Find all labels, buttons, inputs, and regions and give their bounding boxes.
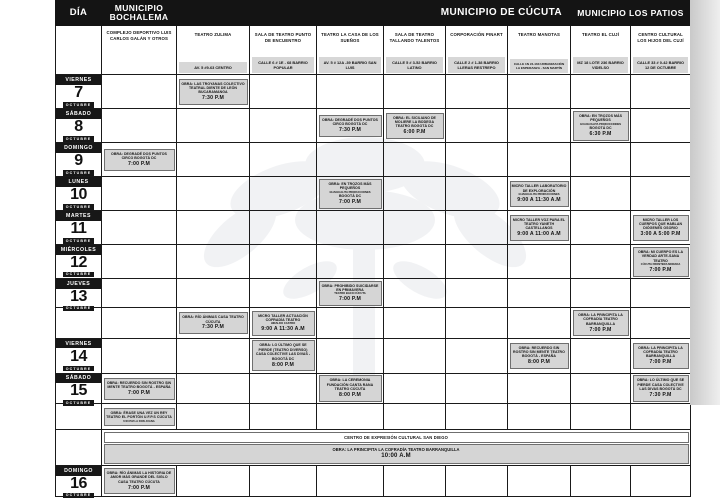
event-block[interactable] <box>104 468 175 495</box>
event-time: 7:30 P.M <box>202 95 224 102</box>
empty-cell <box>446 308 508 339</box>
venue-header-2 <box>250 26 317 75</box>
event-title: OBRA: LA PRINCIPITA LA COFRADÍA TEATRO BARRANQUILLA <box>638 345 683 359</box>
column-header-dia: DÍA <box>56 1 102 26</box>
event-time: 10:00 A.M <box>381 452 411 459</box>
event-cell[interactable] <box>250 308 317 339</box>
event-title: OBRA: LO ÚLTIMO QUE SE PIERDE (TEATRO DIVERSO) CASA COLECTIVE LAS DIVAS - BOGOTÁ DC <box>255 343 311 361</box>
day-month: OCTUBRE <box>63 400 94 406</box>
day-cell <box>56 466 102 497</box>
schedule-row <box>56 211 691 245</box>
event-cell[interactable] <box>177 308 250 339</box>
band-bochalema: MUNICIPIO BOCHALEMA <box>102 1 177 26</box>
event-title: MICRO TALLER VOZ PARA EL TEATRO YANETH CASTELLANOS <box>512 217 566 231</box>
day-cell-empty <box>56 430 102 466</box>
event-block[interactable] <box>573 310 629 337</box>
day-number-block <box>56 221 101 244</box>
event-block[interactable] <box>104 378 175 400</box>
event-title: OBRA: LO ÚLTIMO QUE SE PIERDE CASA COLECTIVE LAS DIVAS BOGOTÁ DC <box>636 378 685 392</box>
empty-cell <box>250 466 317 497</box>
event-block[interactable] <box>179 312 248 334</box>
day-number: 15 <box>70 382 87 400</box>
venue-name-4: SALA DE TEATRO TALLANDO TALENTOS <box>389 32 440 43</box>
event-time: 7:00 P.M <box>339 296 361 303</box>
empty-cell <box>177 109 250 143</box>
empty-cell <box>446 75 508 109</box>
event-cell[interactable] <box>631 211 691 245</box>
event-cell[interactable] <box>102 373 177 404</box>
empty-cell <box>102 338 177 373</box>
day-number: 14 <box>70 347 87 365</box>
empty-cell <box>177 373 250 404</box>
empty-cell <box>508 75 571 109</box>
event-block[interactable] <box>319 115 382 137</box>
event-block[interactable] <box>386 113 444 140</box>
empty-cell <box>250 177 317 211</box>
full-width-event-cell[interactable] <box>102 430 691 466</box>
empty-cell <box>631 466 691 497</box>
event-block[interactable] <box>319 375 382 402</box>
event-title: OBRA: LA CEREMONIA FUNDACIÓN CANTA RANA TEATRO CÚCUTA <box>326 378 374 392</box>
day-number-block <box>56 153 101 176</box>
day-cell <box>56 109 102 143</box>
day-number-block <box>56 383 101 406</box>
day-month: OCTUBRE <box>63 238 94 244</box>
empty-cell <box>571 177 631 211</box>
event-title: MICRO TALLER LABORATORIO DE EXPLORACIÓN <box>511 184 567 193</box>
day-name: VIERNES <box>56 75 101 85</box>
empty-cell <box>446 245 508 279</box>
venue-header-0 <box>102 26 177 75</box>
empty-cell <box>631 279 691 308</box>
right-margin <box>690 0 720 405</box>
empty-cell <box>384 404 446 430</box>
day-number-block <box>56 85 101 108</box>
event-block[interactable] <box>179 79 248 106</box>
event-cell[interactable] <box>508 338 571 373</box>
empty-cell <box>384 373 446 404</box>
event-time: 7:00 P.M <box>589 326 612 333</box>
day-month: OCTUBRE <box>63 306 94 312</box>
empty-cell <box>384 338 446 373</box>
venue-header-3 <box>317 26 384 75</box>
empty-cell <box>631 75 691 109</box>
event-cell[interactable] <box>631 338 691 373</box>
empty-cell <box>177 338 250 373</box>
empty-cell <box>250 373 317 404</box>
event-block[interactable] <box>252 340 315 371</box>
venue-row <box>56 26 691 75</box>
event-cell[interactable] <box>571 308 631 339</box>
event-title: MICRO TALLER LOS CUERPOS QUE HABLAN DIÓGENES OSORIO <box>639 217 683 231</box>
empty-cell <box>446 177 508 211</box>
day-cell <box>56 404 102 430</box>
day-name: SÁBADO <box>56 109 101 119</box>
event-cell[interactable] <box>508 211 571 245</box>
left-margin <box>0 0 55 405</box>
event-block[interactable] <box>252 311 315 336</box>
event-subtitle: TEATRO BACO CÚCUTA <box>334 292 366 296</box>
venue-name-7: TEATRO EL CUJÍ <box>582 32 620 38</box>
venue-header-7 <box>571 26 631 75</box>
event-title: OBRA: DEGRADÉ DOS PUNTOS CIRCO BOGOTÁ DC <box>111 151 167 161</box>
event-time: 7:00 P.M <box>339 198 361 205</box>
empty-cell <box>102 75 177 109</box>
event-time: 6:00 P.M <box>403 129 426 136</box>
day-name: MIÉRCOLES <box>56 245 101 255</box>
event-subtitle: GUAIGUALITA PRODUCCIONES <box>518 193 560 197</box>
empty-cell <box>446 466 508 497</box>
day-number: 16 <box>70 474 87 492</box>
event-title: OBRA: LA PRINCIPITA LA COFRADÍA TEATRO BARRANQUILLA <box>578 312 623 326</box>
venue-header-8 <box>631 26 691 75</box>
day-number-block <box>56 289 101 312</box>
event-title: OBRA: DEGRADÉ DOS PUNTOS CIRCO BOGOTÁ DC <box>322 117 378 127</box>
day-number: 12 <box>70 253 87 271</box>
day-month: OCTUBRE <box>63 204 94 210</box>
day-name: SÁBADO <box>56 374 101 384</box>
event-title: OBRA: EL SICILIANO DE MOLIERE LA BODEGA TEATRO BOGOTÁ DC <box>393 115 436 129</box>
empty-cell <box>177 245 250 279</box>
empty-cell <box>384 143 446 177</box>
event-title: OBRA: RECUERDO SIN ROSTRO SIN MENTE TEATRO BOGOTÁ - ESPAÑA <box>106 380 172 389</box>
day-number: 13 <box>70 287 87 305</box>
programming-schedule-table <box>55 0 691 497</box>
empty-cell <box>446 211 508 245</box>
table-header <box>56 1 691 75</box>
event-block[interactable] <box>510 181 569 206</box>
venue-name-1: TEATRO ZULIMA <box>194 32 232 38</box>
empty-cell <box>317 245 384 279</box>
event-time: 7:00 P.M <box>649 266 672 273</box>
band-los-patios: MUNICIPIO LOS PATIOS <box>571 1 691 26</box>
empty-cell <box>571 373 631 404</box>
venue-name-3: TEATRO LA CASA DE LOS SUEÑOS <box>321 32 379 43</box>
empty-cell <box>384 279 446 308</box>
empty-cell <box>571 211 631 245</box>
empty-cell <box>317 404 384 430</box>
day-number-block <box>56 348 101 371</box>
empty-cell <box>102 245 177 279</box>
empty-cell <box>571 466 631 497</box>
event-title: OBRA: EN TROZOS MÁS PEQUEÑOS <box>578 113 623 123</box>
empty-cell <box>508 404 571 430</box>
day-number-block <box>56 476 101 498</box>
day-name: LUNES <box>56 177 101 187</box>
empty-cell <box>250 279 317 308</box>
event-time: 6:30 P.M <box>589 130 612 137</box>
day-cell <box>56 143 102 177</box>
event-title-line2: BOGOTÁ DC <box>589 126 612 131</box>
day-cell <box>56 373 102 404</box>
empty-cell <box>250 109 317 143</box>
event-title: OBRA: ÉRASE UNA VEZ UN REY TEATRO EL PORTÓN U.F.P.S CÚCUTA <box>106 410 172 420</box>
empty-cell <box>177 211 250 245</box>
event-cell[interactable] <box>317 373 384 404</box>
empty-cell <box>177 466 250 497</box>
event-title-line2: BOGOTÁ DC <box>338 194 362 199</box>
venue-header-4 <box>384 26 446 75</box>
event-time: 8:00 P.M <box>528 359 550 366</box>
venue-address-5: CALLE 2 # 1-38 BARRIO LLERAS RESTREPO <box>448 57 505 73</box>
empty-cell <box>508 308 571 339</box>
venue-name-5: CORPORACIÓN PINART <box>450 32 503 38</box>
empty-cell <box>571 245 631 279</box>
venue-header-5 <box>446 26 508 75</box>
venue-address-8: CALLE 33 # 0-42 BARRIO 12 DE OCTUBRE <box>633 57 688 73</box>
day-month: OCTUBRE <box>63 493 94 498</box>
event-subtitle: CÚCUTA FRONTERA MORADA <box>640 263 681 267</box>
event-cell[interactable] <box>317 109 384 143</box>
event-time: 9:00 A 11:30 A.M <box>517 196 561 203</box>
band-cucuta: MUNICIPIO DE CÚCUTA <box>177 1 571 26</box>
schedule-row <box>56 404 691 430</box>
day-cell <box>56 75 102 109</box>
event-block[interactable] <box>633 215 689 242</box>
schedule-row <box>56 109 691 143</box>
event-block[interactable] <box>104 149 175 171</box>
empty-cell <box>446 143 508 177</box>
event-block[interactable] <box>633 247 689 277</box>
empty-cell <box>571 404 631 430</box>
venue-name-0: COMPLEJO DEPORTIVO LUIS CARLOS GALÁN Y OTROS <box>106 30 172 41</box>
day-month: OCTUBRE <box>63 136 94 142</box>
event-title: OBRA: LAS TROYANAS COLECTIVO TEATRAL DIENTE DE LEÓN BUCARAMANGA <box>181 81 245 95</box>
venue-name-2: SALA DE TEATRO PUNTO DE ENCUENTRO <box>254 32 312 43</box>
empty-cell <box>631 308 691 339</box>
day-cell <box>56 245 102 279</box>
event-block[interactable] <box>319 281 382 306</box>
event-cell[interactable] <box>571 109 631 143</box>
day-month: OCTUBRE <box>63 102 94 108</box>
empty-cell <box>177 404 250 430</box>
empty-cell <box>446 279 508 308</box>
event-time: 8:00 P.M <box>272 361 294 368</box>
day-number: 7 <box>74 84 83 102</box>
venue-address-4: CALLE 5 # 3-52 BARRIO LATINO <box>386 57 443 73</box>
day-cell <box>56 279 102 311</box>
event-time: 7:00 P.M <box>649 359 672 366</box>
table-body <box>56 75 691 496</box>
empty-cell <box>384 308 446 339</box>
day-number: 11 <box>70 220 87 238</box>
empty-cell <box>317 211 384 245</box>
event-block[interactable] <box>104 408 175 426</box>
day-month: OCTUBRE <box>63 170 94 176</box>
event-block[interactable] <box>510 343 569 370</box>
event-time: 7:00 P.M <box>128 389 150 396</box>
day-number: 9 <box>74 152 83 170</box>
event-cell[interactable] <box>250 338 317 373</box>
event-time: 7:30 P.M <box>649 392 672 399</box>
empty-cell <box>102 109 177 143</box>
event-cell[interactable] <box>317 279 384 308</box>
schedule-row <box>56 245 691 279</box>
event-block[interactable] <box>633 343 689 370</box>
empty-cell <box>250 404 317 430</box>
venue-address-6: CALLE 1N #4-163 URBANIZACIÓN LA ESPERANZA - SAN MARTÍN <box>510 59 568 73</box>
day-number-block <box>56 119 101 142</box>
schedule-row <box>56 75 691 109</box>
event-cell[interactable] <box>384 109 446 143</box>
municipality-band-row <box>56 1 691 26</box>
empty-cell <box>571 75 631 109</box>
day-name: JUEVES <box>56 279 101 289</box>
event-block[interactable] <box>573 111 629 141</box>
venue-header-spacer <box>56 26 102 75</box>
empty-cell <box>102 211 177 245</box>
event-cell[interactable] <box>631 373 691 404</box>
empty-cell <box>102 308 177 339</box>
empty-cell <box>317 75 384 109</box>
event-cell[interactable] <box>102 466 177 497</box>
empty-cell <box>384 177 446 211</box>
empty-cell <box>250 143 317 177</box>
empty-cell <box>384 75 446 109</box>
day-cell <box>56 338 102 373</box>
event-block[interactable] <box>510 215 569 242</box>
empty-cell <box>508 245 571 279</box>
event-cell[interactable] <box>631 245 691 279</box>
venue-header-6 <box>508 26 571 75</box>
empty-cell <box>631 109 691 143</box>
day-cell <box>56 177 102 211</box>
event-title: OBRA: PROHIBIDO SUICIDARSE EN PRIMAVERA <box>321 283 379 293</box>
empty-cell <box>631 404 691 430</box>
empty-cell <box>317 143 384 177</box>
day-number: 8 <box>74 118 83 136</box>
event-title: OBRA: MI CUERPO ES LA VERDAD ARTE-SANA TEATRO <box>637 249 684 263</box>
empty-cell <box>177 177 250 211</box>
event-block[interactable] <box>104 444 689 463</box>
event-time: 9:00 A 11:30 A.M <box>261 326 305 333</box>
event-cell[interactable] <box>508 177 571 211</box>
event-time: 7:30 P.M <box>202 324 224 331</box>
day-number-block <box>56 255 101 278</box>
banner-venue-name: CENTRO DE EXPRESIÓN CULTURAL SAN DIEGO <box>104 432 689 443</box>
empty-cell <box>384 466 446 497</box>
venue-address-2: CALLE 6 # 1E - 68 BARRIO POPULAR <box>252 57 314 73</box>
schedule-row <box>56 177 691 211</box>
venue-address-1: AV. 5 #9-63 CENTRO <box>179 62 247 73</box>
empty-cell <box>446 109 508 143</box>
schedule-row <box>56 143 691 177</box>
event-title: OBRA: RECUERDO SIN ROSTRO SIN MENTE TEATRO BOGOTÁ - ESPAÑA <box>513 345 565 359</box>
event-title: OBRA: RÍO ÁNIMAS CASA TEATRO CÚCUTA <box>182 315 244 324</box>
empty-cell <box>571 279 631 308</box>
empty-cell <box>384 245 446 279</box>
day-name: DOMINGO <box>56 466 101 476</box>
empty-cell <box>508 109 571 143</box>
event-block[interactable] <box>633 375 689 402</box>
empty-cell <box>177 279 250 308</box>
empty-cell <box>446 373 508 404</box>
event-cell[interactable] <box>317 177 384 211</box>
event-subtitle: GUAIGUALITA PRODUCCIONES <box>580 122 622 126</box>
event-block[interactable] <box>319 179 382 209</box>
schedule-row <box>56 430 691 466</box>
event-time: 7:00 P.M <box>128 161 150 168</box>
day-name: MARTES <box>56 211 101 221</box>
event-title: OBRA: EN TROZOS MÁS PEQUEÑOS <box>328 181 372 191</box>
event-time: 8:00 P.M <box>339 392 361 399</box>
empty-cell <box>177 143 250 177</box>
event-title: OBRA: RÍO ÁNIMAS LA HISTORIA DE AMOR MÁS GRANDE DEL SIGLO CASA TEATRO CÚCUTA <box>106 470 172 484</box>
empty-cell <box>508 373 571 404</box>
venue-name-6: TEATRO MANOTAS <box>517 32 561 38</box>
event-subtitle: HIRALDO CASTRO <box>270 322 296 326</box>
event-title: MICRO TALLER ACTUACIÓN COFRADÍA TEATRO <box>258 313 308 322</box>
empty-cell <box>317 466 384 497</box>
empty-cell <box>446 338 508 373</box>
event-cell[interactable] <box>177 75 250 109</box>
schedule-row <box>56 466 691 497</box>
event-subtitle: GUAIGUALITA PRODUCCIONES <box>329 190 371 194</box>
schedule-row <box>56 373 691 404</box>
day-cell <box>56 211 102 245</box>
empty-cell <box>631 177 691 211</box>
event-cell[interactable] <box>102 143 177 177</box>
event-time: 9:00 A 11:00 A.M <box>517 231 561 238</box>
empty-cell <box>571 143 631 177</box>
event-cell[interactable] <box>102 404 177 430</box>
day-name: DOMINGO <box>56 143 101 153</box>
day-month: OCTUBRE <box>63 366 94 372</box>
empty-cell <box>446 404 508 430</box>
event-time: 3:00 A 5:00 P.M <box>640 231 681 238</box>
venue-address-7: MZ 18 LOTE 236 BARRIO VIDELSO <box>573 57 628 73</box>
day-cell <box>56 308 102 339</box>
empty-cell <box>571 338 631 373</box>
schedule-row <box>56 308 691 339</box>
empty-cell <box>250 75 317 109</box>
venue-name-8: CENTRO CULTURAL LOS HIJOS DEL CUJÍ <box>637 32 684 43</box>
schedule-row <box>56 338 691 373</box>
empty-cell <box>250 211 317 245</box>
venue-address-3: AV. 5 # 12A -39 BARRIO SAN LUIS <box>319 57 381 73</box>
day-name: VIERNES <box>56 339 101 349</box>
empty-cell <box>102 279 177 308</box>
event-subtitle: 6:00 P.M LA DON JUANA <box>123 419 155 423</box>
empty-cell <box>317 308 384 339</box>
event-time: 7:30 P.M <box>339 127 361 134</box>
empty-cell <box>508 279 571 308</box>
empty-cell <box>631 143 691 177</box>
event-time: 7:00 P.M <box>128 484 150 491</box>
day-month: OCTUBRE <box>63 272 94 278</box>
event-title: OBRA: LA PRINCIPITA LA COFRADÍA TEATRO BARRANQUILLA <box>332 447 460 453</box>
empty-cell <box>317 338 384 373</box>
empty-cell <box>384 211 446 245</box>
schedule-row <box>56 279 691 308</box>
empty-cell <box>102 177 177 211</box>
day-number: 10 <box>70 186 87 204</box>
empty-cell <box>250 245 317 279</box>
empty-cell <box>508 143 571 177</box>
venue-header-1 <box>177 26 250 75</box>
day-number-block <box>56 187 101 210</box>
empty-cell <box>508 466 571 497</box>
